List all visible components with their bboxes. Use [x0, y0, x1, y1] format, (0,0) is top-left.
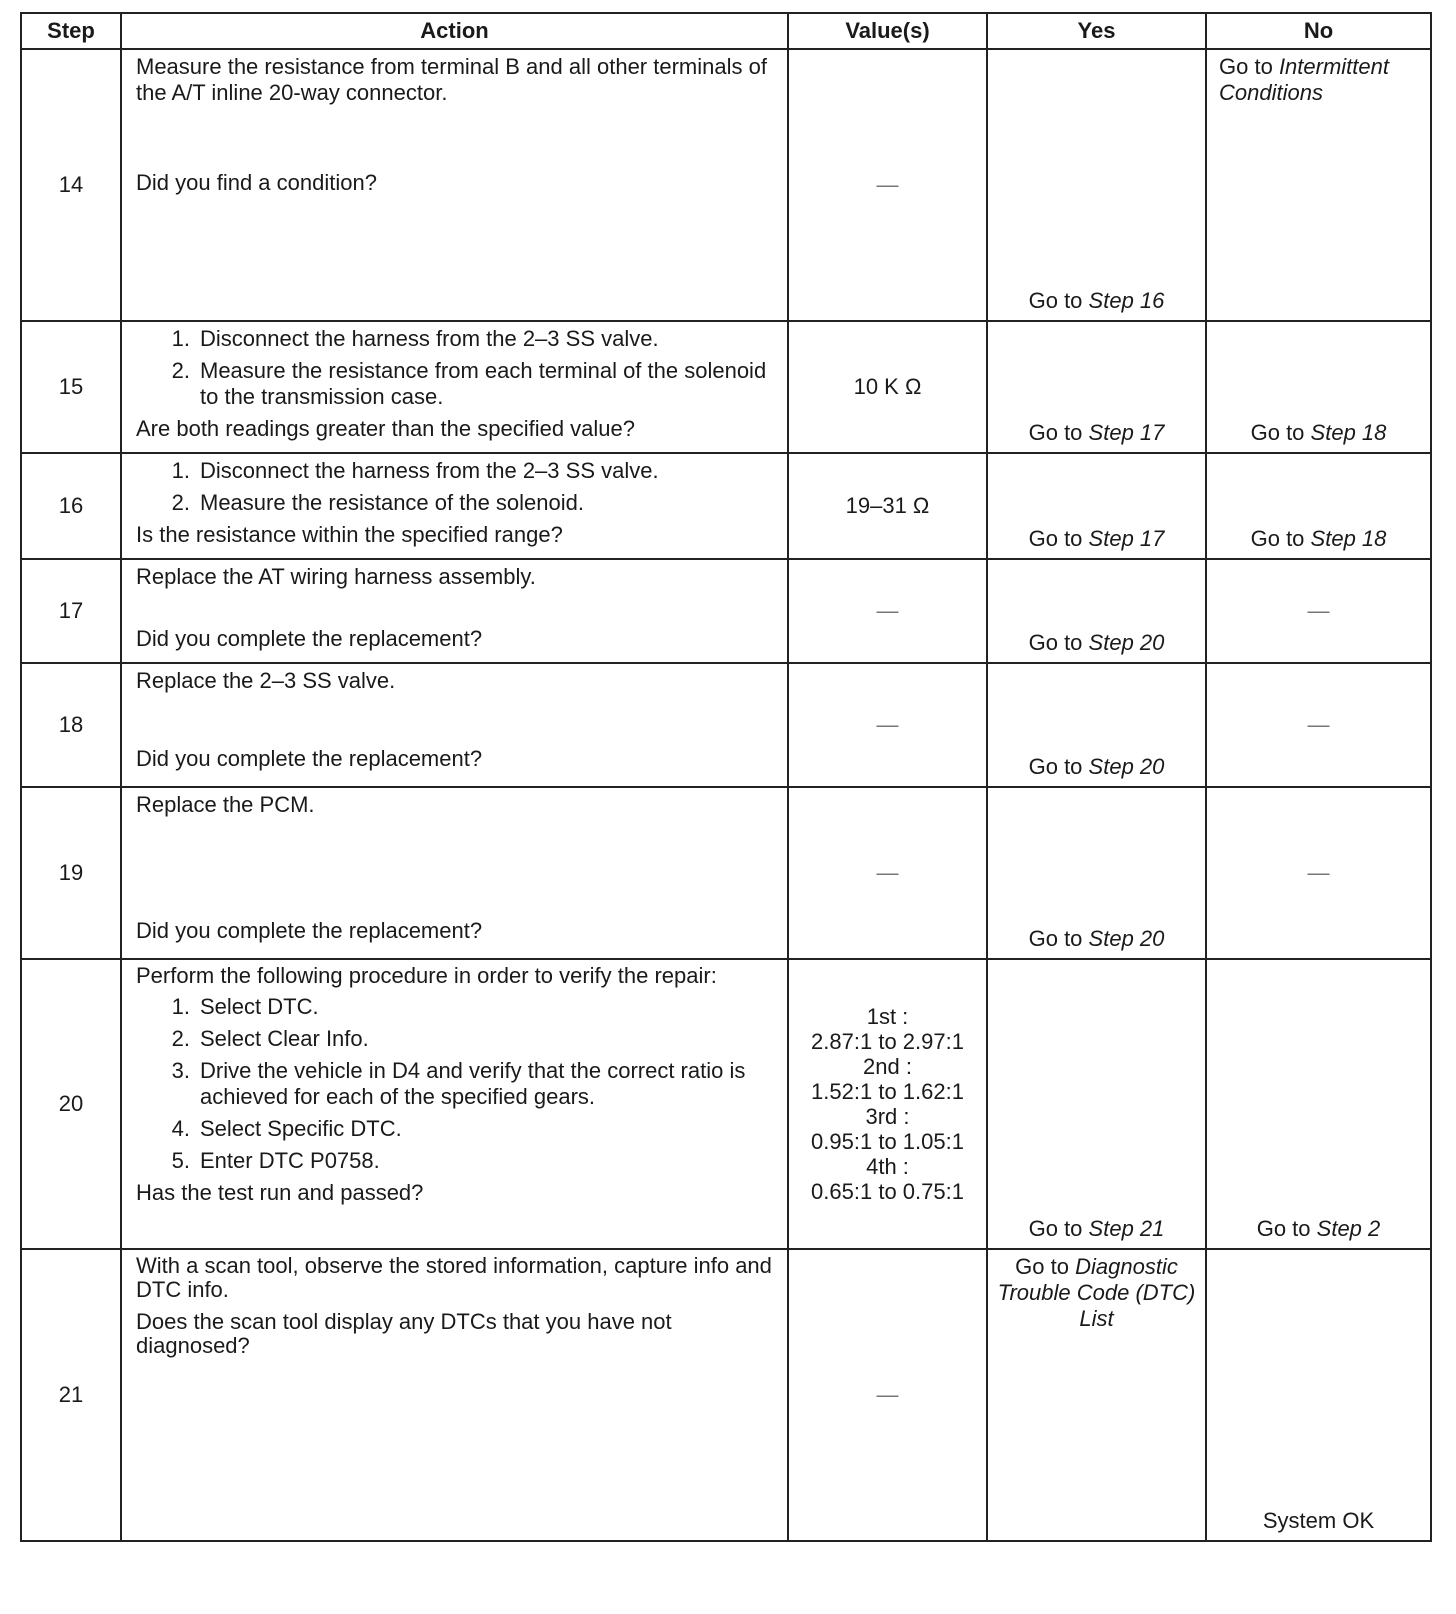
- no-cell: [1206, 959, 1431, 1249]
- action-cell: [121, 959, 788, 1249]
- step-number: 17: [21, 559, 121, 663]
- gear-label: 2nd :: [863, 1054, 912, 1079]
- yes-goto: Go to Step 17: [1028, 526, 1165, 551]
- table-row-step-19: [21, 787, 1431, 959]
- header-values: Value(s): [788, 13, 987, 49]
- step-number: 16: [21, 453, 121, 559]
- no-cell: [1206, 49, 1431, 321]
- no-cell: —: [1206, 663, 1431, 787]
- action-cell: [121, 1249, 788, 1541]
- no-dash: —: [1307, 598, 1330, 623]
- action-cell: [121, 787, 788, 959]
- list-item: 2. Measure the resistance of the solenoid.: [171, 490, 585, 515]
- value-cell: 19–31 Ω: [788, 453, 987, 559]
- gear-ratios: [789, 1004, 986, 1204]
- action-text: Measure the resistance from terminal B and all other terminals of the A/T inline 20-way connector.: [136, 54, 767, 105]
- yes-target: Diagnostic Trouble Code (DTC) List: [997, 1254, 1196, 1331]
- action-list: [136, 994, 775, 1174]
- value-cell: [788, 959, 987, 1249]
- no-goto: Go to Step 18: [1250, 526, 1387, 551]
- no-target: Step 18: [1310, 526, 1387, 551]
- no-result: System OK: [1262, 1508, 1375, 1533]
- table-row-step-16: [21, 453, 1431, 559]
- list-item: 1. Disconnect the harness from the 2–3 SS valve.: [171, 326, 659, 351]
- table-row-step-21: [21, 1249, 1431, 1541]
- yes-cell: [987, 559, 1206, 663]
- yes-cell: [987, 787, 1206, 959]
- header-row: [21, 13, 1431, 49]
- list-item: 1. Disconnect the harness from the 2–3 SS valve.: [171, 458, 659, 483]
- question-text: Has the test run and passed?: [136, 1180, 424, 1205]
- yes-goto: Go to Step 20: [1028, 754, 1165, 779]
- value-cell: —: [788, 787, 987, 959]
- yes-goto: Go to Step 17: [1028, 420, 1165, 445]
- value-dash: —: [876, 172, 899, 197]
- question-text: Did you find a condition?: [136, 170, 377, 195]
- question-text: Did you complete the replacement?: [136, 918, 483, 943]
- yes-cell: [987, 959, 1206, 1249]
- list-item: 3. Drive the vehicle in D4 and verify that the correct ratio is achieved for each of the specified gears.: [171, 1058, 746, 1109]
- value-cell: —: [788, 1249, 987, 1541]
- yes-target: Step 16: [1088, 288, 1165, 313]
- header-action: Action: [121, 13, 788, 49]
- gear-label: 4th :: [866, 1154, 909, 1179]
- action-text: Replace the 2–3 SS valve.: [136, 668, 396, 693]
- yes-target: Step 21: [1088, 1216, 1165, 1241]
- gear-ratio: 1.52:1 to 1.62:1: [811, 1079, 964, 1104]
- yes-target: Step 20: [1088, 926, 1165, 951]
- value-cell: 10 K Ω: [788, 321, 987, 453]
- list-item: 2. Measure the resistance from each terminal of the solenoid to the transmission case.: [171, 358, 767, 409]
- question-text: Does the scan tool display any DTCs that you have not diagnosed?: [136, 1309, 672, 1358]
- table-row-step-14: [21, 49, 1431, 321]
- gear-ratio: 0.95:1 to 1.05:1: [811, 1129, 964, 1154]
- gear-ratio: 0.65:1 to 0.75:1: [811, 1179, 964, 1204]
- goto-label: Go to: [1219, 54, 1273, 79]
- step-number: 15: [21, 321, 121, 453]
- action-cell: [121, 453, 788, 559]
- table-row-step-15: [21, 321, 1431, 453]
- header-yes: Yes: [987, 13, 1206, 49]
- action-text: Replace the AT wiring harness assembly.: [136, 564, 536, 589]
- yes-cell: [987, 663, 1206, 787]
- yes-goto: Go to Step 20: [1028, 630, 1165, 655]
- no-goto: Go to Step 18: [1250, 420, 1387, 445]
- header-no: No: [1206, 13, 1431, 49]
- action-text: Perform the following procedure in order to verify the repair:: [136, 963, 717, 988]
- no-cell: [1206, 453, 1431, 559]
- header-step: Step: [21, 13, 121, 49]
- goto-label: Go to: [1028, 288, 1083, 313]
- step-number: 18: [21, 663, 121, 787]
- gear-ratio: 2.87:1 to 2.97:1: [811, 1029, 964, 1054]
- yes-target: Step 20: [1088, 754, 1165, 779]
- table-row-step-20: [21, 959, 1431, 1249]
- value-cell: —: [788, 663, 987, 787]
- no-goto: Go to Step 2: [1256, 1216, 1381, 1241]
- action-cell: [121, 321, 788, 453]
- step-number: 20: [21, 959, 121, 1249]
- question-text: Are both readings greater than the specified value?: [136, 416, 635, 441]
- no-target: Step 18: [1310, 420, 1387, 445]
- yes-target: Step 17: [1088, 526, 1165, 551]
- list-item: 5. Enter DTC P0758.: [171, 1148, 380, 1173]
- list-item: 2. Select Clear Info.: [171, 1026, 369, 1051]
- yes-goto: Go to Diagnostic Trouble Code (DTC) List: [997, 1254, 1196, 1331]
- table-row-step-18: [21, 663, 1431, 787]
- question-text: Is the resistance within the specified range?: [136, 522, 563, 547]
- action-cell: [121, 559, 788, 663]
- list-item: 4. Select Specific DTC.: [171, 1116, 402, 1141]
- value-cell: —: [788, 559, 987, 663]
- no-cell: —: [1206, 787, 1431, 959]
- question-text: Did you complete the replacement?: [136, 746, 483, 771]
- yes-cell: [987, 321, 1206, 453]
- yes-goto: Go to Step 20: [1028, 926, 1165, 951]
- action-list: [136, 326, 775, 410]
- action-cell: [121, 663, 788, 787]
- action-text: With a scan tool, observe the stored information, capture info and DTC info.: [136, 1253, 772, 1302]
- no-goto: [1207, 50, 1430, 106]
- value-cell: [788, 49, 987, 321]
- yes-cell: [987, 453, 1206, 559]
- gear-label: 1st :: [866, 1004, 909, 1029]
- step-number: 19: [21, 787, 121, 959]
- diagnostic-table: [20, 12, 1432, 1542]
- yes-goto: Go to Step 21: [1028, 1216, 1165, 1241]
- no-cell: [1206, 1249, 1431, 1541]
- yes-goto: [988, 288, 1205, 314]
- no-target: Step 2: [1316, 1216, 1381, 1241]
- step-number: 21: [21, 1249, 121, 1541]
- action-cell: [121, 49, 788, 321]
- yes-target: Step 17: [1088, 420, 1165, 445]
- table-row-step-17: [21, 559, 1431, 663]
- question-text: Did you complete the replacement?: [136, 626, 483, 651]
- yes-cell: [987, 49, 1206, 321]
- no-target: Intermittent Conditions: [1219, 54, 1389, 105]
- step-number: 14: [21, 49, 121, 321]
- no-cell: [1206, 321, 1431, 453]
- action-list: [136, 458, 775, 516]
- gear-label: 3rd :: [865, 1104, 910, 1129]
- action-text: Replace the PCM.: [136, 792, 315, 817]
- yes-target: Step 20: [1088, 630, 1165, 655]
- yes-cell: [987, 1249, 1206, 1541]
- list-item: 1. Select DTC.: [171, 994, 319, 1019]
- no-cell: [1206, 559, 1431, 663]
